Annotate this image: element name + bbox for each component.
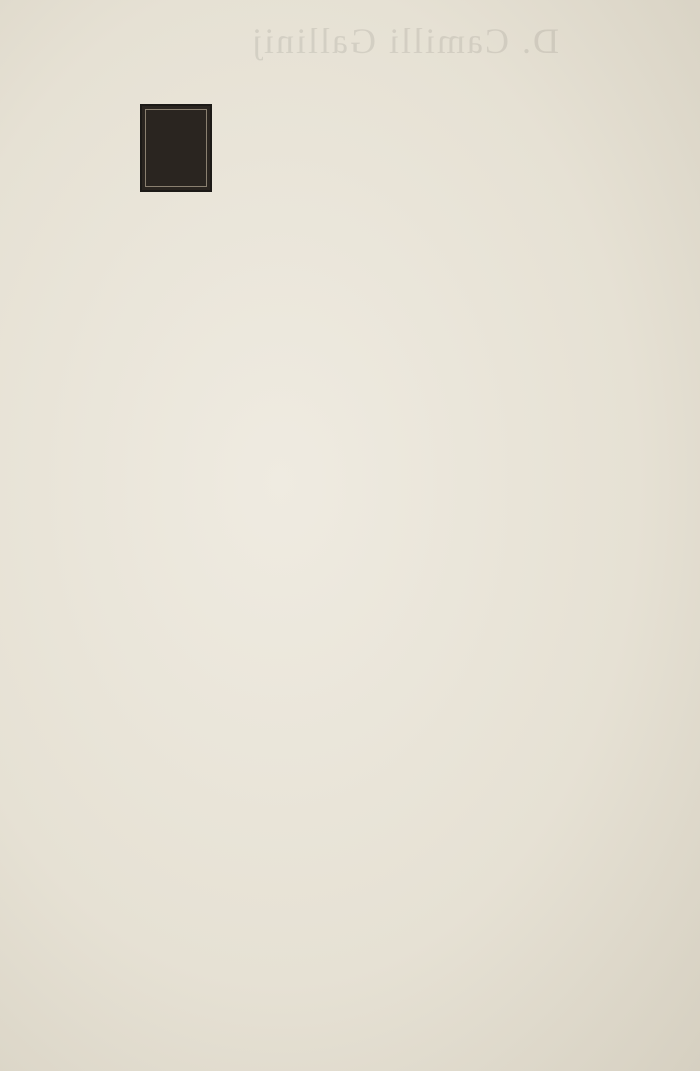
left-column <box>118 90 386 104</box>
decorated-initial <box>140 104 212 192</box>
show-through-text: D. Camilli Gallinij <box>250 21 559 61</box>
